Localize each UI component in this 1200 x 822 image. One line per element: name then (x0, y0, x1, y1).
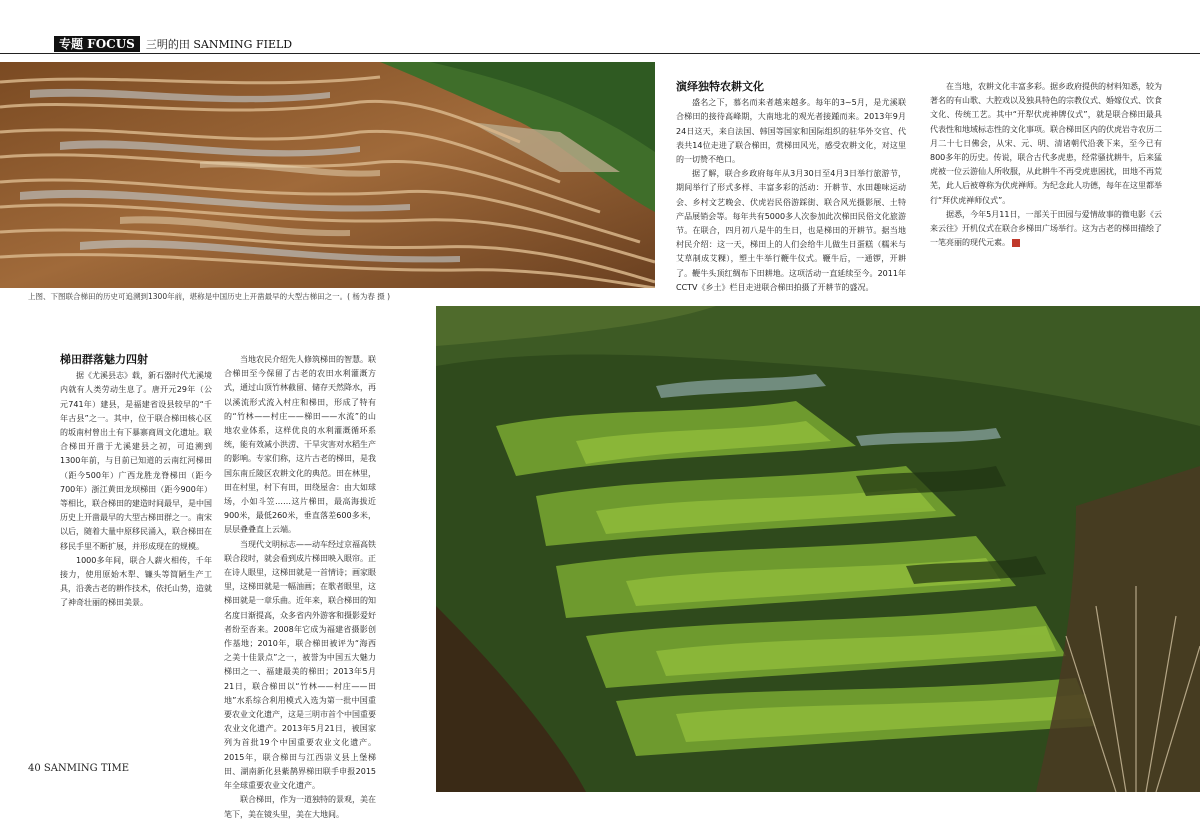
paragraph: 在当地，农耕文化丰富多彩。据乡政府提供的材料知悉，较为著名的有山歌、大腔戏以及独具特色的宗教仪式、婚嫁仪式、饮食文化、传统工艺。其中“开犁伏虎神牌仪式”，就是联合梯田最具代表性和地域标志性的文化事项。联合梯田区内的伏虎岩寺农历二月二十七日佛会，从宋、元、明、清诸朝代沿袭下来，至今已有800多年的历史。传说，联合古代多虎患，经常骚扰耕牛，后来猛虎被一位云游仙人所收服，从此耕牛不再受虎患困扰，田地不再荒芜，此人后被尊称为伏虎禅师。为纪念此人功德，每年在这里都举行“拜伏虎禅师仪式”。 (930, 82, 1162, 205)
section-tag: 专题 FOCUS (54, 36, 140, 52)
paragraph: 据了解，联合乡政府每年从3月30日至4月3日举行旅游节，期间举行了形式多样、丰富多彩的活动：开耕节、水田趣味运动会、乡村文艺晚会、伏虎岩民俗游踩街、联合风光摄影展、土特产品展销会等。每年共有5000多人次参加此次梯田民俗文化旅游节。在联合，四月初八是牛的生日，也是梯田的开耕节。据当地村民介绍：这一天，梯田上的人们会给牛儿做生日蛋糕（糯米与艾草制成艾粿），塑土牛举行鞭牛仪式。鞭牛后，一通锣，开耕了。鞭牛头顶红绸布下田耕地。这项活动一直延续至今。2011年CCTV《乡土》栏目走进联合梯田拍摄了开耕节的盛况。 (676, 169, 906, 292)
section-heading-terraces-charm: 梯田群落魅力四射 (60, 353, 148, 366)
end-mark-icon (1012, 239, 1020, 247)
header-rule (0, 53, 1200, 54)
photo-caption: 上图、下图联合梯田的历史可追溯到1300年前，堪称是中国历史上开凿最早的大型古梯田之一。( 杨为春 摄 ) (28, 292, 391, 301)
paragraph: 据《尤溪县志》载，新石器时代尤溪境内就有人类劳动生息了。唐开元29年（公元741年）建县，是福建省设县较早的“千年古县”之一。其中，位于联合梯田核心区的坂南村曾出土有下暴寨商周文化遗址。联合梯田开凿于尤溪建县之初，可追溯到1300年前，与目前已知道的云南红河梯田（距今500年）广西龙胜龙脊梯田（距今700年）浙江黄田龙坝梯田（距今900年）等相比，联合梯田的建造时间最早，是中国历史上开凿最早的大型古梯田群之一。南宋以后，随着大量中原移民涌入，联合梯田在移民手里不断扩展，并形成现在的规模。 (60, 371, 212, 551)
paragraph: 联合梯田，作为一道独特的景观，美在笔下，美在镜头里，美在大地间。 (224, 795, 376, 819)
page-header (54, 36, 292, 52)
paragraph: 1000多年间，联合人薪火相传，千年接力，使用原始木犁、镰头等简陋生产工具，沿袭古老的耕作技术，依托山势，造就了神奇壮丽的梯田美景。 (60, 555, 212, 608)
paragraph (930, 208, 1162, 251)
article-column-1 (676, 80, 906, 295)
paragraph: 盛名之下，慕名而来者越来越多。每年的3~5月，是尤溪联合梯田的接待高峰期，大南地北的观光者接踵而来。2013年9月24日这天，来自法国、韩国等国家和国际组织的驻华外交官、代表共14位走进了联合梯田，赏梯田风光，感受农耕文化，对这里的一切赞不绝口。 (676, 98, 906, 165)
paragraph-text: 据悉，今年5月11日，一部关于田园与爱情故事的微电影《云来云往》开机仪式在联合乡梯田广场举行。这为古老的梯田描绘了一笔亮丽的现代元素。 (930, 209, 1162, 248)
page-footer: 40 SANMING TIME (28, 763, 129, 774)
article-column-4 (224, 353, 376, 822)
section-heading-farming-culture: 演绎独特农耕文化 (676, 80, 764, 93)
terrace-photo-top (0, 62, 655, 288)
paragraph: 当地农民介绍先人修筑梯田的智慧。联合梯田至今保留了古老的农田水利灌溉方式，通过山顶竹林截留、储存天然降水，再以溪流形式流入村庄和梯田，形成了特有的“竹林——村庄——梯田——水流”的山地农业体系，这样优良的水利灌溉循环系统，能有效减小洪涝、干旱灾害对水稻生产的影响。专家们称，这片古老的梯田，是我国东南丘陵区农耕文化的典范。田在林里，田在村里，村下有田，田绕屋舍：由大如球场，小如斗笠……这片梯田，最高海拔近900米，最低260米，垂直落差600多米，层层叠叠直上云端。 (224, 355, 376, 535)
article-column-2 (930, 80, 1162, 250)
header-title: 三明的田 SANMING FIELD (145, 38, 293, 51)
article-column-3 (60, 353, 212, 611)
terrace-photo-bottom (436, 306, 1200, 792)
paragraph: 当现代文明标志——动车经过京福高铁联合段时，就会看到成片梯田映入眼帘。正在诗人眼里，这梯田就是一首情诗；画家眼里，这梯田就是一幅油画；在歌者眼里，这梯田就是一章乐曲。近年来，联合梯田的知名度日渐提高，众多省内外游客和摄影爱好者纷至沓来。2008年它成为福建省摄影创作基地；2010年，联合梯田被评为“海西之美十佳景点”之一，被誉为中国五大魅力梯田之一、福建最美的梯田；2013年5月21日，联合梯田以“竹林——村庄——田地”水系综合利用模式入选为第一批中国重要农业文化遗产，这是三明市首个中国重要农业文化遗产。2013年5月21日，被国家列为首批19个中国重要农业文化遗产。2015年，联合梯田与江西崇义县上堡梯田、湖南新化县紫鹊界梯田联手申报2015年全球重要农业文化遗产。 (224, 539, 376, 791)
